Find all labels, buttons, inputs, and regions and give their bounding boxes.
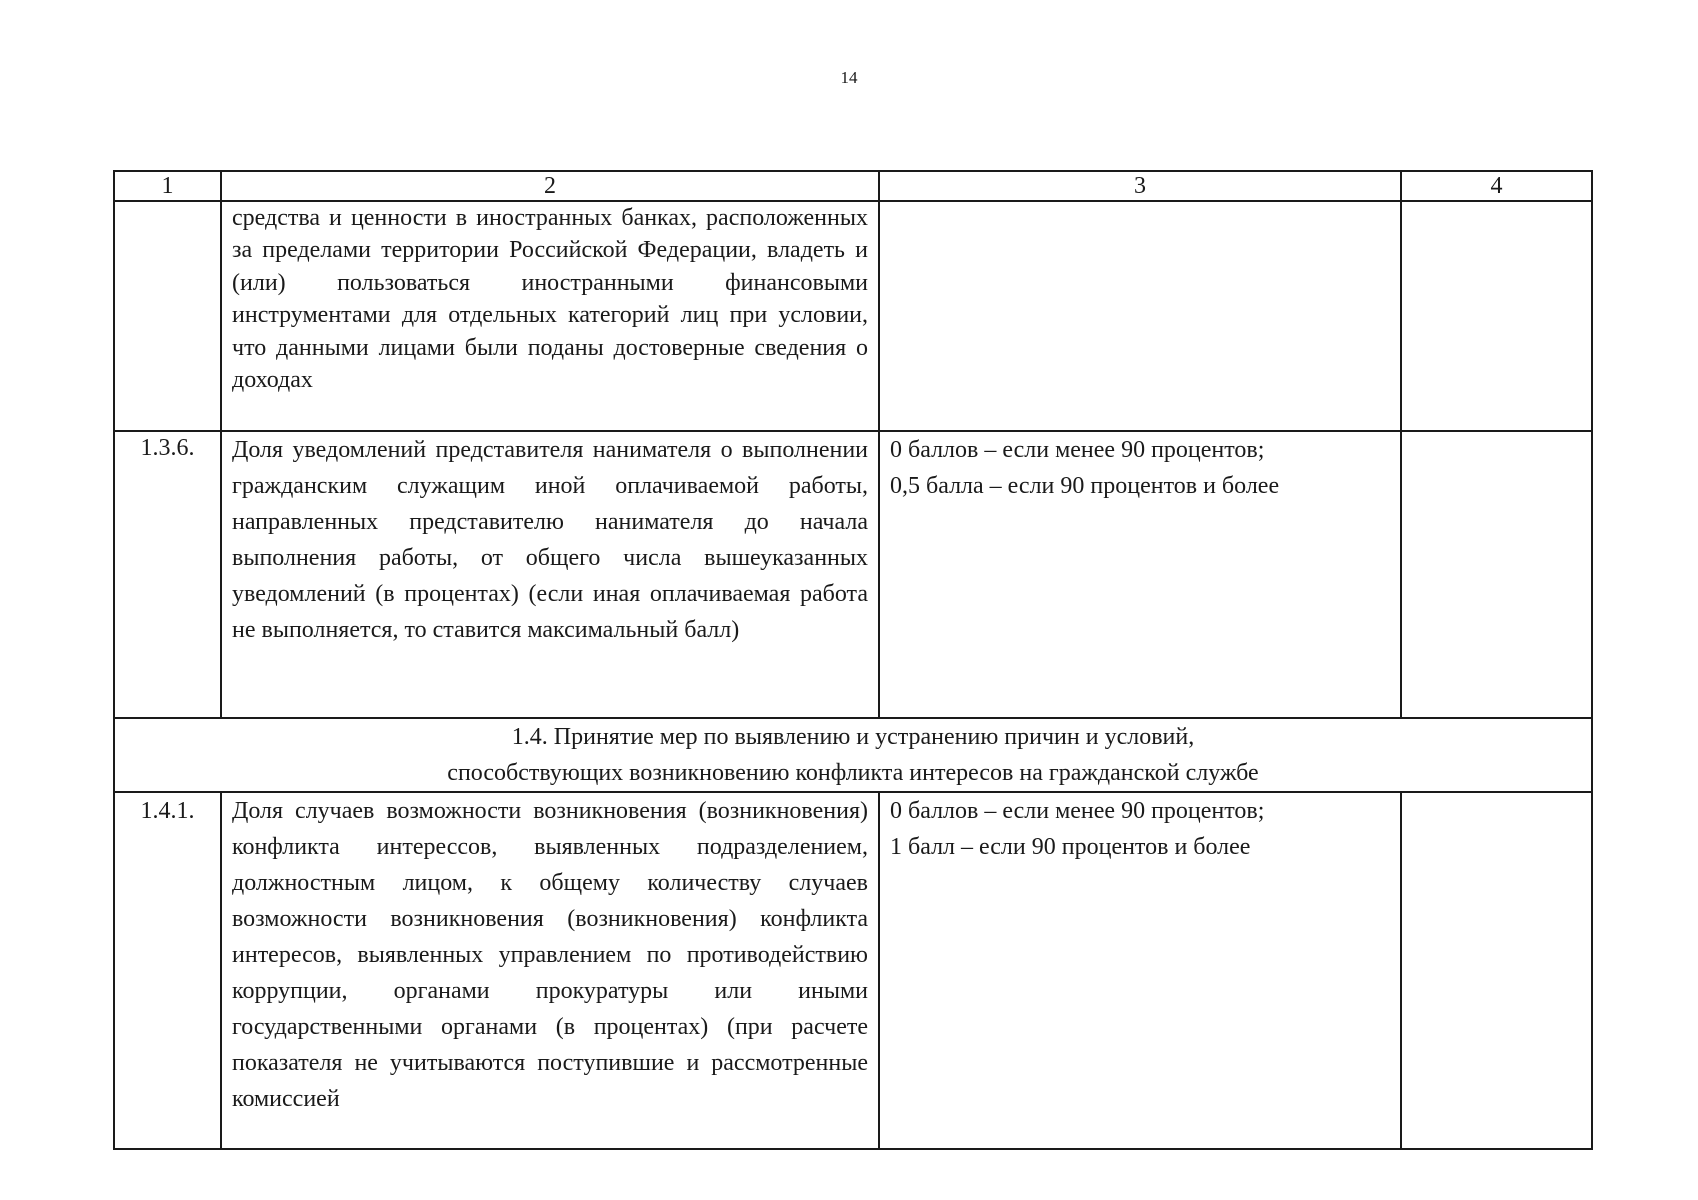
score-cell — [1401, 201, 1592, 431]
indicator-description: Доля уведомлений представителя нанимателя о выполнении гражданским служащим иной оплачиваемой работы, направленных представителю нанимателя до начала выполнения работы, от общего числа вышеуказанных уведомлений (в процентах) (если иная оплачиваемая работа не выполняется, то ставится максимальный балл) — [221, 431, 879, 718]
table-row — [114, 792, 1592, 1149]
row-number — [114, 201, 221, 431]
table-row — [114, 431, 1592, 718]
scoring-criteria — [879, 792, 1401, 1149]
table-row — [114, 201, 1592, 431]
score-cell — [1401, 431, 1592, 718]
row-number: 1.4.1. — [114, 792, 221, 1149]
column-header-4: 4 — [1401, 171, 1592, 201]
column-header-1: 1 — [114, 171, 221, 201]
indicator-description: средства и ценности в иностранных банках, расположенных за пределами территории Российской Федерации, владеть и (или) пользоваться иностранными финансовыми инструментами для отдельных категорий лиц при условии, что данными лицами были поданы достоверные сведения о доходах — [221, 201, 879, 431]
indicator-description-cell — [221, 792, 879, 1149]
criteria-line: 0 баллов – если менее 90 процентов; — [890, 437, 1265, 463]
scoring-criteria — [879, 431, 1401, 718]
table-header-row — [114, 171, 1592, 201]
row-number: 1.3.6. — [114, 431, 221, 718]
page-number: 14 — [840, 68, 858, 87]
indicator-description: Доля случаев возможности возникновения (возникновения) конфликта интерессов, выявленных подразделением, должностным лицом, к общему количеству случаев возможности возникновения (возникновения) конфликта интересов, выявленных управлением по противодействию коррупции, органами прокуратуры или иными государственными органами (в процентах) (при расчете показателя не учитываются поступившие и рассмотренные комиссией — [232, 798, 868, 1112]
criteria-line: 0 баллов – если менее 90 процентов; — [890, 798, 1265, 824]
section-heading-row — [114, 718, 1592, 792]
criteria-line: 0,5 балла – если 90 процентов и более — [890, 473, 1280, 499]
score-cell — [1401, 792, 1592, 1149]
section-heading — [114, 718, 1592, 792]
scoring-criteria — [879, 201, 1401, 431]
column-header-3: 3 — [879, 171, 1401, 201]
criteria-table — [113, 170, 1593, 1150]
section-heading-line: способствующих возникновению конфликта интересов на гражданской службе — [447, 760, 1259, 786]
section-heading-line: 1.4. Принятие мер по выявлению и устранению причин и условий, — [511, 724, 1195, 750]
criteria-line: 1 балл – если 90 процентов и более — [890, 834, 1251, 860]
column-header-2: 2 — [221, 171, 879, 201]
